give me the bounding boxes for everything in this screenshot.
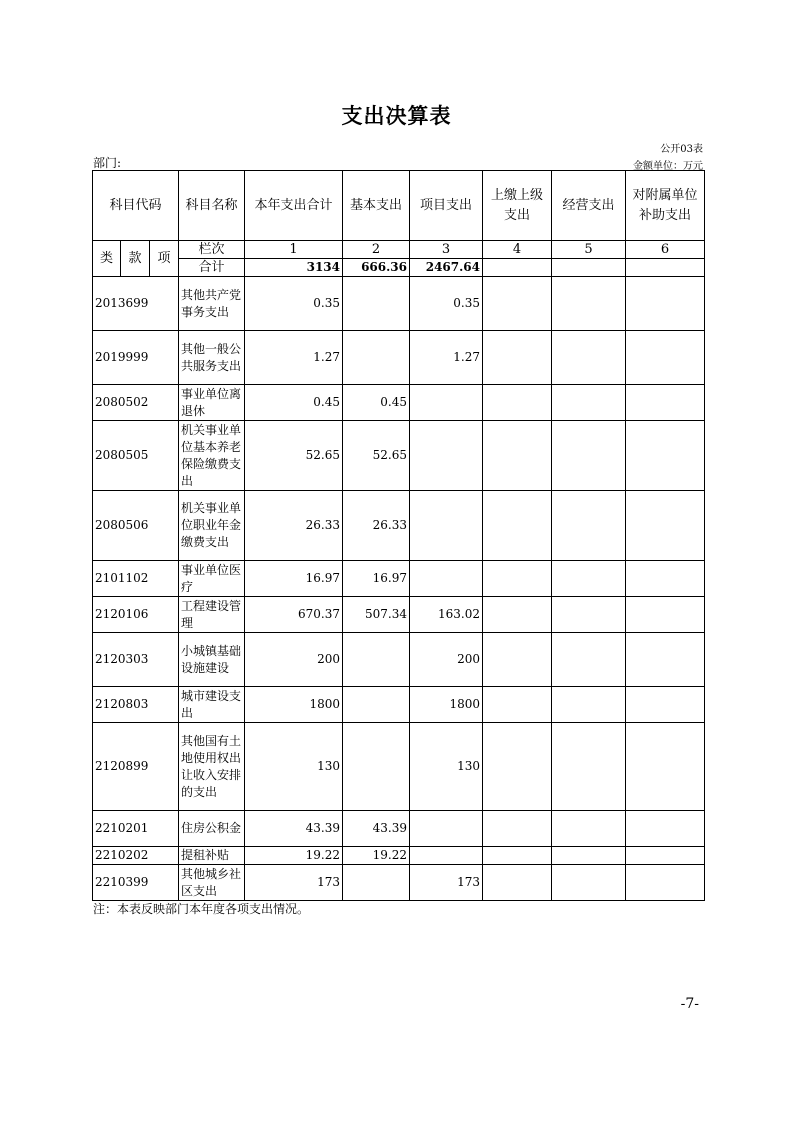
- row-business: [552, 491, 626, 561]
- col-num: 4: [483, 241, 552, 259]
- totals-subsidy: [626, 259, 705, 277]
- row-business: [552, 561, 626, 597]
- row-subsidy: [626, 811, 705, 847]
- row-name: 工程建设管理: [179, 597, 245, 633]
- row-code: 2210201: [93, 811, 179, 847]
- row-upper: [483, 277, 552, 331]
- row-subsidy: [626, 847, 705, 865]
- row-business: [552, 597, 626, 633]
- header-basic: 基本支出: [343, 171, 410, 241]
- row-upper: [483, 633, 552, 687]
- row-business: [552, 687, 626, 723]
- row-total: 0.35: [245, 277, 343, 331]
- unit-label: 金额单位：万元: [633, 161, 703, 172]
- header-code: 科目代码: [93, 171, 179, 241]
- row-name: 其他共产党事务支出: [179, 277, 245, 331]
- row-basic: 16.97: [343, 561, 410, 597]
- row-project: 0.35: [410, 277, 483, 331]
- totals-total: 3134: [245, 259, 343, 277]
- row-subsidy: [626, 385, 705, 421]
- row-name: 提租补贴: [179, 847, 245, 865]
- totals-business: [552, 259, 626, 277]
- row-subsidy: [626, 331, 705, 385]
- row-code: 2120106: [93, 597, 179, 633]
- row-basic: 26.33: [343, 491, 410, 561]
- totals-label: 合计: [179, 259, 245, 277]
- row-basic: 43.39: [343, 811, 410, 847]
- table-row: [93, 277, 705, 331]
- row-code: 2019999: [93, 331, 179, 385]
- col-num: 3: [410, 241, 483, 259]
- row-code: 2210202: [93, 847, 179, 865]
- table-row: [93, 723, 705, 811]
- row-total: 43.39: [245, 811, 343, 847]
- row-business: [552, 811, 626, 847]
- row-project: 200: [410, 633, 483, 687]
- header-business: 经营支出: [552, 171, 626, 241]
- table-row: [93, 385, 705, 421]
- table-row: [93, 847, 705, 865]
- row-business: [552, 865, 626, 901]
- form-code: 公开03表: [660, 144, 703, 155]
- header-upper: 上缴上级支出: [483, 171, 552, 241]
- table-row: [93, 561, 705, 597]
- row-total: 670.37: [245, 597, 343, 633]
- row-subsidy: [626, 421, 705, 491]
- row-total: 1800: [245, 687, 343, 723]
- table-row: [93, 687, 705, 723]
- row-project: 130: [410, 723, 483, 811]
- row-business: [552, 633, 626, 687]
- table-row: [93, 633, 705, 687]
- row-upper: [483, 687, 552, 723]
- row-name: 城市建设支出: [179, 687, 245, 723]
- header-column-order: 栏次: [179, 241, 245, 259]
- col-num: 1: [245, 241, 343, 259]
- row-project: 163.02: [410, 597, 483, 633]
- row-name: 其他一般公共服务支出: [179, 331, 245, 385]
- row-code: 2080502: [93, 385, 179, 421]
- row-upper: [483, 331, 552, 385]
- row-upper: [483, 561, 552, 597]
- totals-upper: [483, 259, 552, 277]
- row-code: 2013699: [93, 277, 179, 331]
- row-upper: [483, 421, 552, 491]
- header-project: 项目支出: [410, 171, 483, 241]
- table-note: 注：本表反映部门本年度各项支出情况。: [93, 902, 310, 916]
- row-code: 2120303: [93, 633, 179, 687]
- row-total: 200: [245, 633, 343, 687]
- row-basic: [343, 687, 410, 723]
- row-total: 130: [245, 723, 343, 811]
- row-upper: [483, 865, 552, 901]
- page-number: -7-: [680, 996, 699, 1012]
- header-lei: 类: [93, 241, 121, 277]
- header-kuan: 款: [121, 241, 150, 277]
- row-project: [410, 385, 483, 421]
- row-basic: 52.65: [343, 421, 410, 491]
- row-upper: [483, 811, 552, 847]
- row-total: 1.27: [245, 331, 343, 385]
- totals-project: 2467.64: [410, 259, 483, 277]
- row-basic: 19.22: [343, 847, 410, 865]
- row-name: 机关事业单位基本养老保险缴费支出: [179, 421, 245, 491]
- col-num: 5: [552, 241, 626, 259]
- table-body: [93, 277, 705, 901]
- row-subsidy: [626, 277, 705, 331]
- row-business: [552, 331, 626, 385]
- page-title: 支出决算表: [341, 104, 452, 128]
- col-num: 6: [626, 241, 705, 259]
- row-code: 2210399: [93, 865, 179, 901]
- row-code: 2120803: [93, 687, 179, 723]
- row-upper: [483, 385, 552, 421]
- row-subsidy: [626, 687, 705, 723]
- row-business: [552, 847, 626, 865]
- table-row: [93, 491, 705, 561]
- header-total: 本年支出合计: [245, 171, 343, 241]
- table-row: [93, 865, 705, 901]
- row-project: [410, 421, 483, 491]
- row-project: [410, 491, 483, 561]
- row-basic: 507.34: [343, 597, 410, 633]
- row-total: 173: [245, 865, 343, 901]
- table-row: [93, 811, 705, 847]
- row-code: 2120899: [93, 723, 179, 811]
- row-subsidy: [626, 723, 705, 811]
- header-name: 科目名称: [179, 171, 245, 241]
- row-project: 1800: [410, 687, 483, 723]
- row-project: 173: [410, 865, 483, 901]
- row-business: [552, 421, 626, 491]
- row-project: [410, 847, 483, 865]
- row-project: 1.27: [410, 331, 483, 385]
- row-name: 其他国有土地使用权出让收入安排的支出: [179, 723, 245, 811]
- row-basic: [343, 723, 410, 811]
- row-basic: [343, 331, 410, 385]
- table-row: [93, 421, 705, 491]
- row-total: 16.97: [245, 561, 343, 597]
- row-project: [410, 561, 483, 597]
- row-name: 事业单位离退休: [179, 385, 245, 421]
- table-row: [93, 331, 705, 385]
- row-upper: [483, 491, 552, 561]
- row-total: 19.22: [245, 847, 343, 865]
- row-name: 事业单位医疗: [179, 561, 245, 597]
- row-business: [552, 277, 626, 331]
- row-basic: [343, 865, 410, 901]
- row-basic: [343, 633, 410, 687]
- row-subsidy: [626, 633, 705, 687]
- row-code: 2080506: [93, 491, 179, 561]
- row-upper: [483, 597, 552, 633]
- row-code: 2080505: [93, 421, 179, 491]
- department-label: 部门:: [93, 156, 122, 170]
- row-name: 其他城乡社区支出: [179, 865, 245, 901]
- row-basic: [343, 277, 410, 331]
- row-subsidy: [626, 865, 705, 901]
- row-basic: 0.45: [343, 385, 410, 421]
- row-business: [552, 385, 626, 421]
- row-subsidy: [626, 491, 705, 561]
- row-total: 52.65: [245, 421, 343, 491]
- row-project: [410, 811, 483, 847]
- row-upper: [483, 847, 552, 865]
- col-num: 2: [343, 241, 410, 259]
- row-total: 26.33: [245, 491, 343, 561]
- row-name: 小城镇基础设施建设: [179, 633, 245, 687]
- row-code: 2101102: [93, 561, 179, 597]
- row-business: [552, 723, 626, 811]
- header-subsidy: 对附属单位补助支出: [626, 171, 705, 241]
- row-upper: [483, 723, 552, 811]
- row-subsidy: [626, 561, 705, 597]
- row-total: 0.45: [245, 385, 343, 421]
- row-name: 住房公积金: [179, 811, 245, 847]
- table-row: [93, 597, 705, 633]
- totals-basic: 666.36: [343, 259, 410, 277]
- expenditure-table: [92, 170, 705, 901]
- row-subsidy: [626, 597, 705, 633]
- row-name: 机关事业单位职业年金缴费支出: [179, 491, 245, 561]
- header-xiang: 项: [150, 241, 179, 277]
